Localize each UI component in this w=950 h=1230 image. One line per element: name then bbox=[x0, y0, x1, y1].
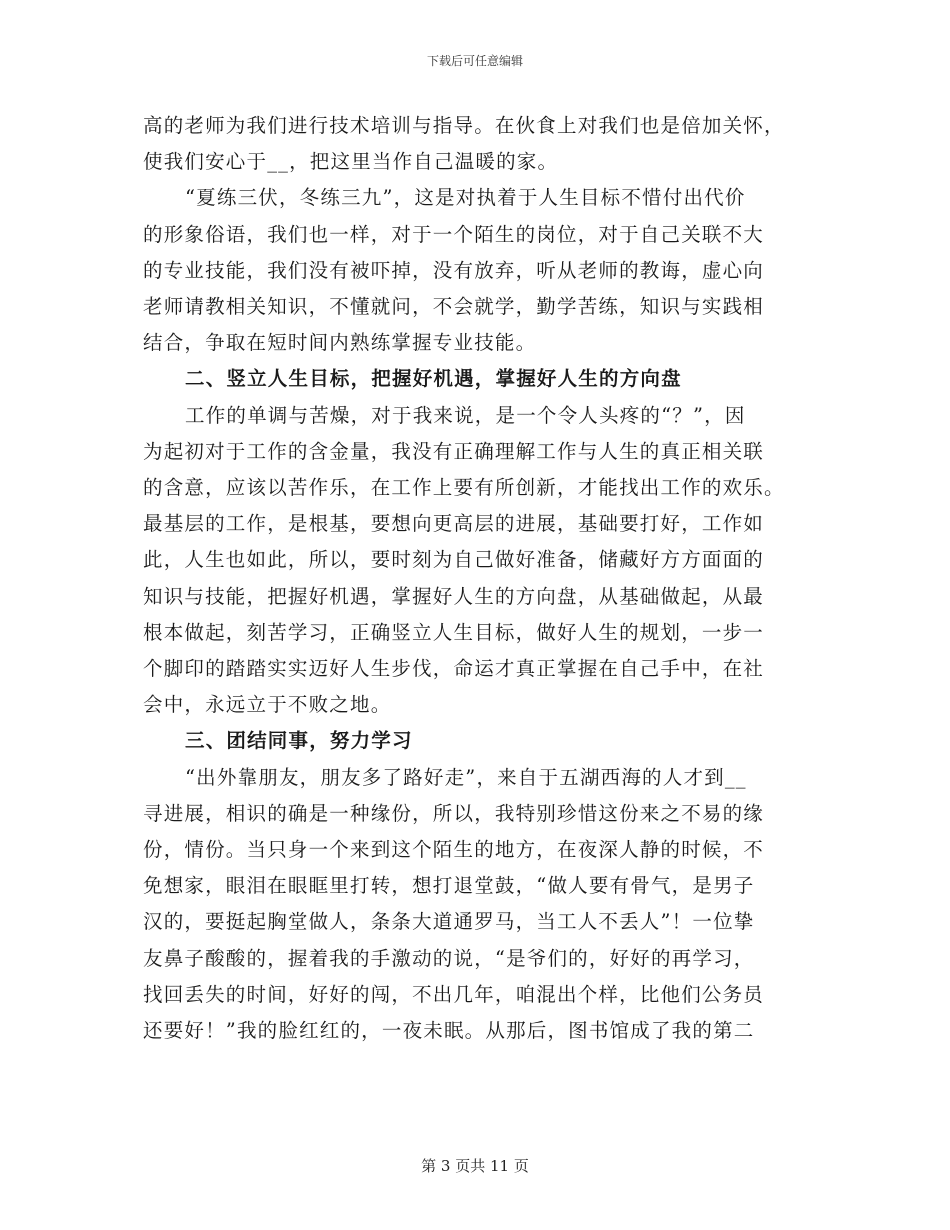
page-header: 下载后可任意编辑 bbox=[426, 54, 523, 68]
text-line: 使我们安心于__，把这里当作自己温暖的家。 bbox=[143, 150, 559, 174]
paragraph-start-line: “出外靠朋友，朋友多了路好走”，来自于五湖西海的人才到__ bbox=[185, 765, 747, 789]
text-line: 的形象俗语，我们也一样，对于一个陌生的岗位，对于自己关联不大 bbox=[143, 222, 765, 246]
text-line: 此，人生也如此，所以，要时刻为自己做好准备，储藏好方方面面的 bbox=[143, 548, 765, 572]
text-line: 老师请教相关知识，不懂就问，不会就学，勤学苦练，知识与实践相 bbox=[143, 295, 765, 319]
text-line: 结合，争取在短时间内熟练掌握专业技能。 bbox=[143, 331, 537, 355]
paragraph-start-line: “夏练三伏，冬练三九”，这是对执着于人生目标不惜付出代价 bbox=[185, 186, 746, 210]
section-heading-2: 二、竖立人生目标，把握好机遇，掌握好人生的方向盘 bbox=[185, 367, 682, 391]
text-line: 最基层的工作，是根基，要想向更高层的进展，基础要打好，工作如 bbox=[143, 512, 765, 536]
page-number-footer: 第 3 页共 11 页 bbox=[421, 1157, 529, 1175]
text-line: 还要好！”我的脸红红的，一夜未眠。从那后，图书馆成了我的第二 bbox=[143, 1019, 755, 1043]
text-line: 为起初对于工作的含金量，我没有正确理解工作与人生的真正相关联 bbox=[143, 439, 765, 463]
text-line: 的专业技能，我们没有被吓掉，没有放弃，听从老师的教诲，虚心向 bbox=[143, 258, 765, 282]
text-line: 根本做起，刻苦学习，正确竖立人生目标，做好人生的规划，一步一 bbox=[143, 620, 765, 644]
text-line: 份，情份。当只身一个来到这个陌生的地方，在夜深人静的时候，不 bbox=[143, 838, 765, 862]
text-line: 找回丢失的时间，好好的闯，不出几年，咱混出个样，比他们公务员 bbox=[143, 982, 765, 1006]
text-line: 会中，永远立于不败之地。 bbox=[143, 693, 392, 717]
text-line: 个脚印的踏踏实实迈好人生步伐，命运才真正掌握在自己手中，在社 bbox=[143, 657, 765, 681]
paragraph-start-line: 工作的单调与苦燥，对于我来说，是一个令人头疼的“？”，因 bbox=[185, 403, 746, 427]
text-line: 知识与技能，把握好机遇，掌握好人生的方向盘，从基础做起，从最 bbox=[143, 584, 765, 608]
text-line: 寻进展，相识的确是一种缘份，所以，我特别珍惜这份来之不易的缘 bbox=[143, 801, 765, 825]
document-body bbox=[143, 108, 803, 1049]
text-line: 汉的，要挺起胸堂做人，条条大道通罗马，当工人不丢人”！一位挚 bbox=[143, 910, 755, 934]
section-heading-3: 三、团结同事，努力学习 bbox=[185, 729, 413, 753]
text-line: 友鼻子酸酸的，握着我的手激动的说，“是爷们的，好好的再学习， bbox=[143, 946, 755, 970]
text-line: 高的老师为我们进行技术培训与指导。在伙食上对我们也是倍加关怀， bbox=[143, 114, 785, 137]
text-line: 免想家，眼泪在眼眶里打转，想打退堂鼓，“做人要有骨气，是男子 bbox=[143, 874, 755, 898]
text-line: 的含意，应该以苦作乐，在工作上要有所创新，才能找出工作的欢乐。 bbox=[143, 476, 785, 500]
